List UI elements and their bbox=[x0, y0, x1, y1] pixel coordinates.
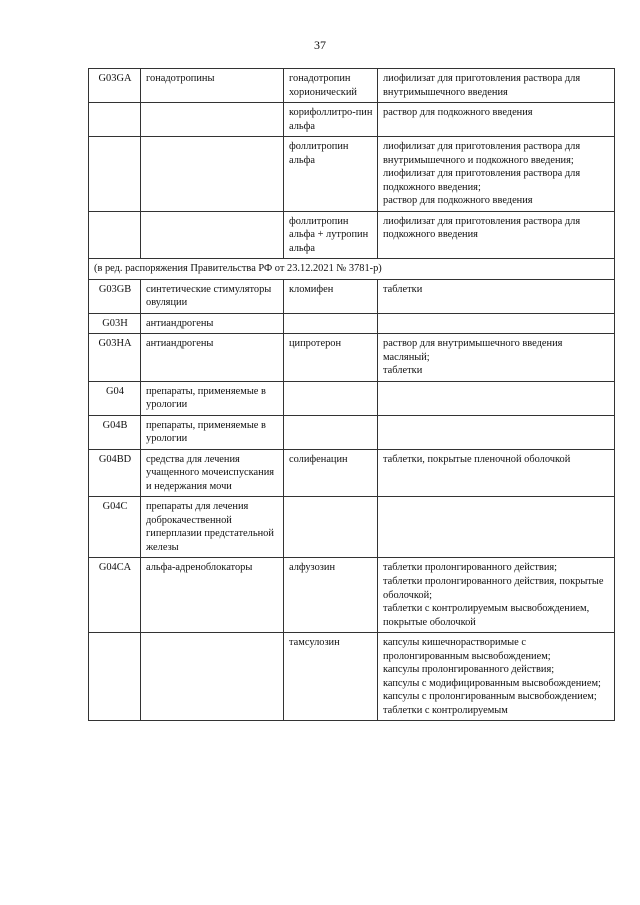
atc-code bbox=[89, 137, 141, 212]
drug-name bbox=[284, 497, 378, 558]
dosage-form: таблетки, покрытые пленочной оболочкой bbox=[378, 449, 615, 497]
table-row bbox=[89, 137, 615, 212]
drug-name: солифенацин bbox=[284, 449, 378, 497]
drug-name: гонадотропин хорионический bbox=[284, 69, 378, 103]
table-row bbox=[89, 334, 615, 382]
dosage-form bbox=[378, 381, 615, 415]
drug-name: тамсулозин bbox=[284, 633, 378, 721]
table-row bbox=[89, 497, 615, 558]
atc-code: G03H bbox=[89, 313, 141, 334]
dosage-form bbox=[378, 313, 615, 334]
table-row bbox=[89, 279, 615, 313]
dosage-form: лиофилизат для приготовления раствора для внутримышечного введения bbox=[378, 69, 615, 103]
table-row bbox=[89, 633, 615, 721]
dosage-form: раствор для подкожного введения bbox=[378, 103, 615, 137]
atc-code: G04C bbox=[89, 497, 141, 558]
anatomical-group bbox=[141, 137, 284, 212]
table-row bbox=[89, 449, 615, 497]
dosage-form: лиофилизат для приготовления раствора для подкожного введения bbox=[378, 211, 615, 259]
atc-code bbox=[89, 211, 141, 259]
anatomical-group bbox=[141, 633, 284, 721]
drug-name: фоллитропин альфа + лутропин альфа bbox=[284, 211, 378, 259]
atc-code: G04B bbox=[89, 415, 141, 449]
amendment-note: (в ред. распоряжения Правительства РФ от 23.12.2021 № 3781-р) bbox=[89, 259, 615, 280]
anatomical-group: альфа-адреноблокаторы bbox=[141, 558, 284, 633]
table-row bbox=[89, 381, 615, 415]
dosage-form bbox=[378, 415, 615, 449]
anatomical-group bbox=[141, 103, 284, 137]
table-row bbox=[89, 415, 615, 449]
drug-name bbox=[284, 415, 378, 449]
dosage-form: таблетки пролонгированного действия; таблетки пролонгированного действия, покрытые оболочкой; таблетки с контролируемым высвобождением, покрытые оболочкой bbox=[378, 558, 615, 633]
drug-name bbox=[284, 381, 378, 415]
anatomical-group: синтетические стимуляторы овуляции bbox=[141, 279, 284, 313]
atc-code bbox=[89, 633, 141, 721]
drug-name: фоллитропин альфа bbox=[284, 137, 378, 212]
anatomical-group: гонадотропины bbox=[141, 69, 284, 103]
drug-name: ципротерон bbox=[284, 334, 378, 382]
atc-code: G04BD bbox=[89, 449, 141, 497]
amendment-row bbox=[89, 259, 615, 280]
table-row bbox=[89, 211, 615, 259]
anatomical-group: препараты, применяемые в урологии bbox=[141, 415, 284, 449]
dosage-form: таблетки bbox=[378, 279, 615, 313]
dosage-form: раствор для внутримышечного введения масляный; таблетки bbox=[378, 334, 615, 382]
anatomical-group: антиандрогены bbox=[141, 334, 284, 382]
table-row bbox=[89, 313, 615, 334]
drug-name: алфузозин bbox=[284, 558, 378, 633]
drug-name: корифоллитро-пин альфа bbox=[284, 103, 378, 137]
table-row bbox=[89, 69, 615, 103]
dosage-form bbox=[378, 497, 615, 558]
atc-code: G04 bbox=[89, 381, 141, 415]
atc-code: G04CA bbox=[89, 558, 141, 633]
dosage-form: капсулы кишечнорастворимые с пролонгированным высвобождением; капсулы пролонгированного действия; капсулы с модифицированным высвобождением; капсулы с пролонгированным высвобождением; таблетки с контролируемым bbox=[378, 633, 615, 721]
anatomical-group: препараты для лечения доброкачественной гиперплазии предстательной железы bbox=[141, 497, 284, 558]
dosage-form: лиофилизат для приготовления раствора для внутримышечного и подкожного введения; лиофилизат для приготовления раствора для подкожного введения; раствор для подкожного введения bbox=[378, 137, 615, 212]
anatomical-group: препараты, применяемые в урологии bbox=[141, 381, 284, 415]
anatomical-group: средства для лечения учащенного мочеиспускания и недержания мочи bbox=[141, 449, 284, 497]
atc-code: G03GB bbox=[89, 279, 141, 313]
drug-table bbox=[88, 68, 615, 721]
table-row bbox=[89, 558, 615, 633]
drug-name bbox=[284, 313, 378, 334]
atc-code: G03GA bbox=[89, 69, 141, 103]
anatomical-group: антиандрогены bbox=[141, 313, 284, 334]
table-row bbox=[89, 103, 615, 137]
anatomical-group bbox=[141, 211, 284, 259]
atc-code: G03HA bbox=[89, 334, 141, 382]
atc-code bbox=[89, 103, 141, 137]
drug-name: кломифен bbox=[284, 279, 378, 313]
page-number: 37 bbox=[314, 38, 326, 52]
